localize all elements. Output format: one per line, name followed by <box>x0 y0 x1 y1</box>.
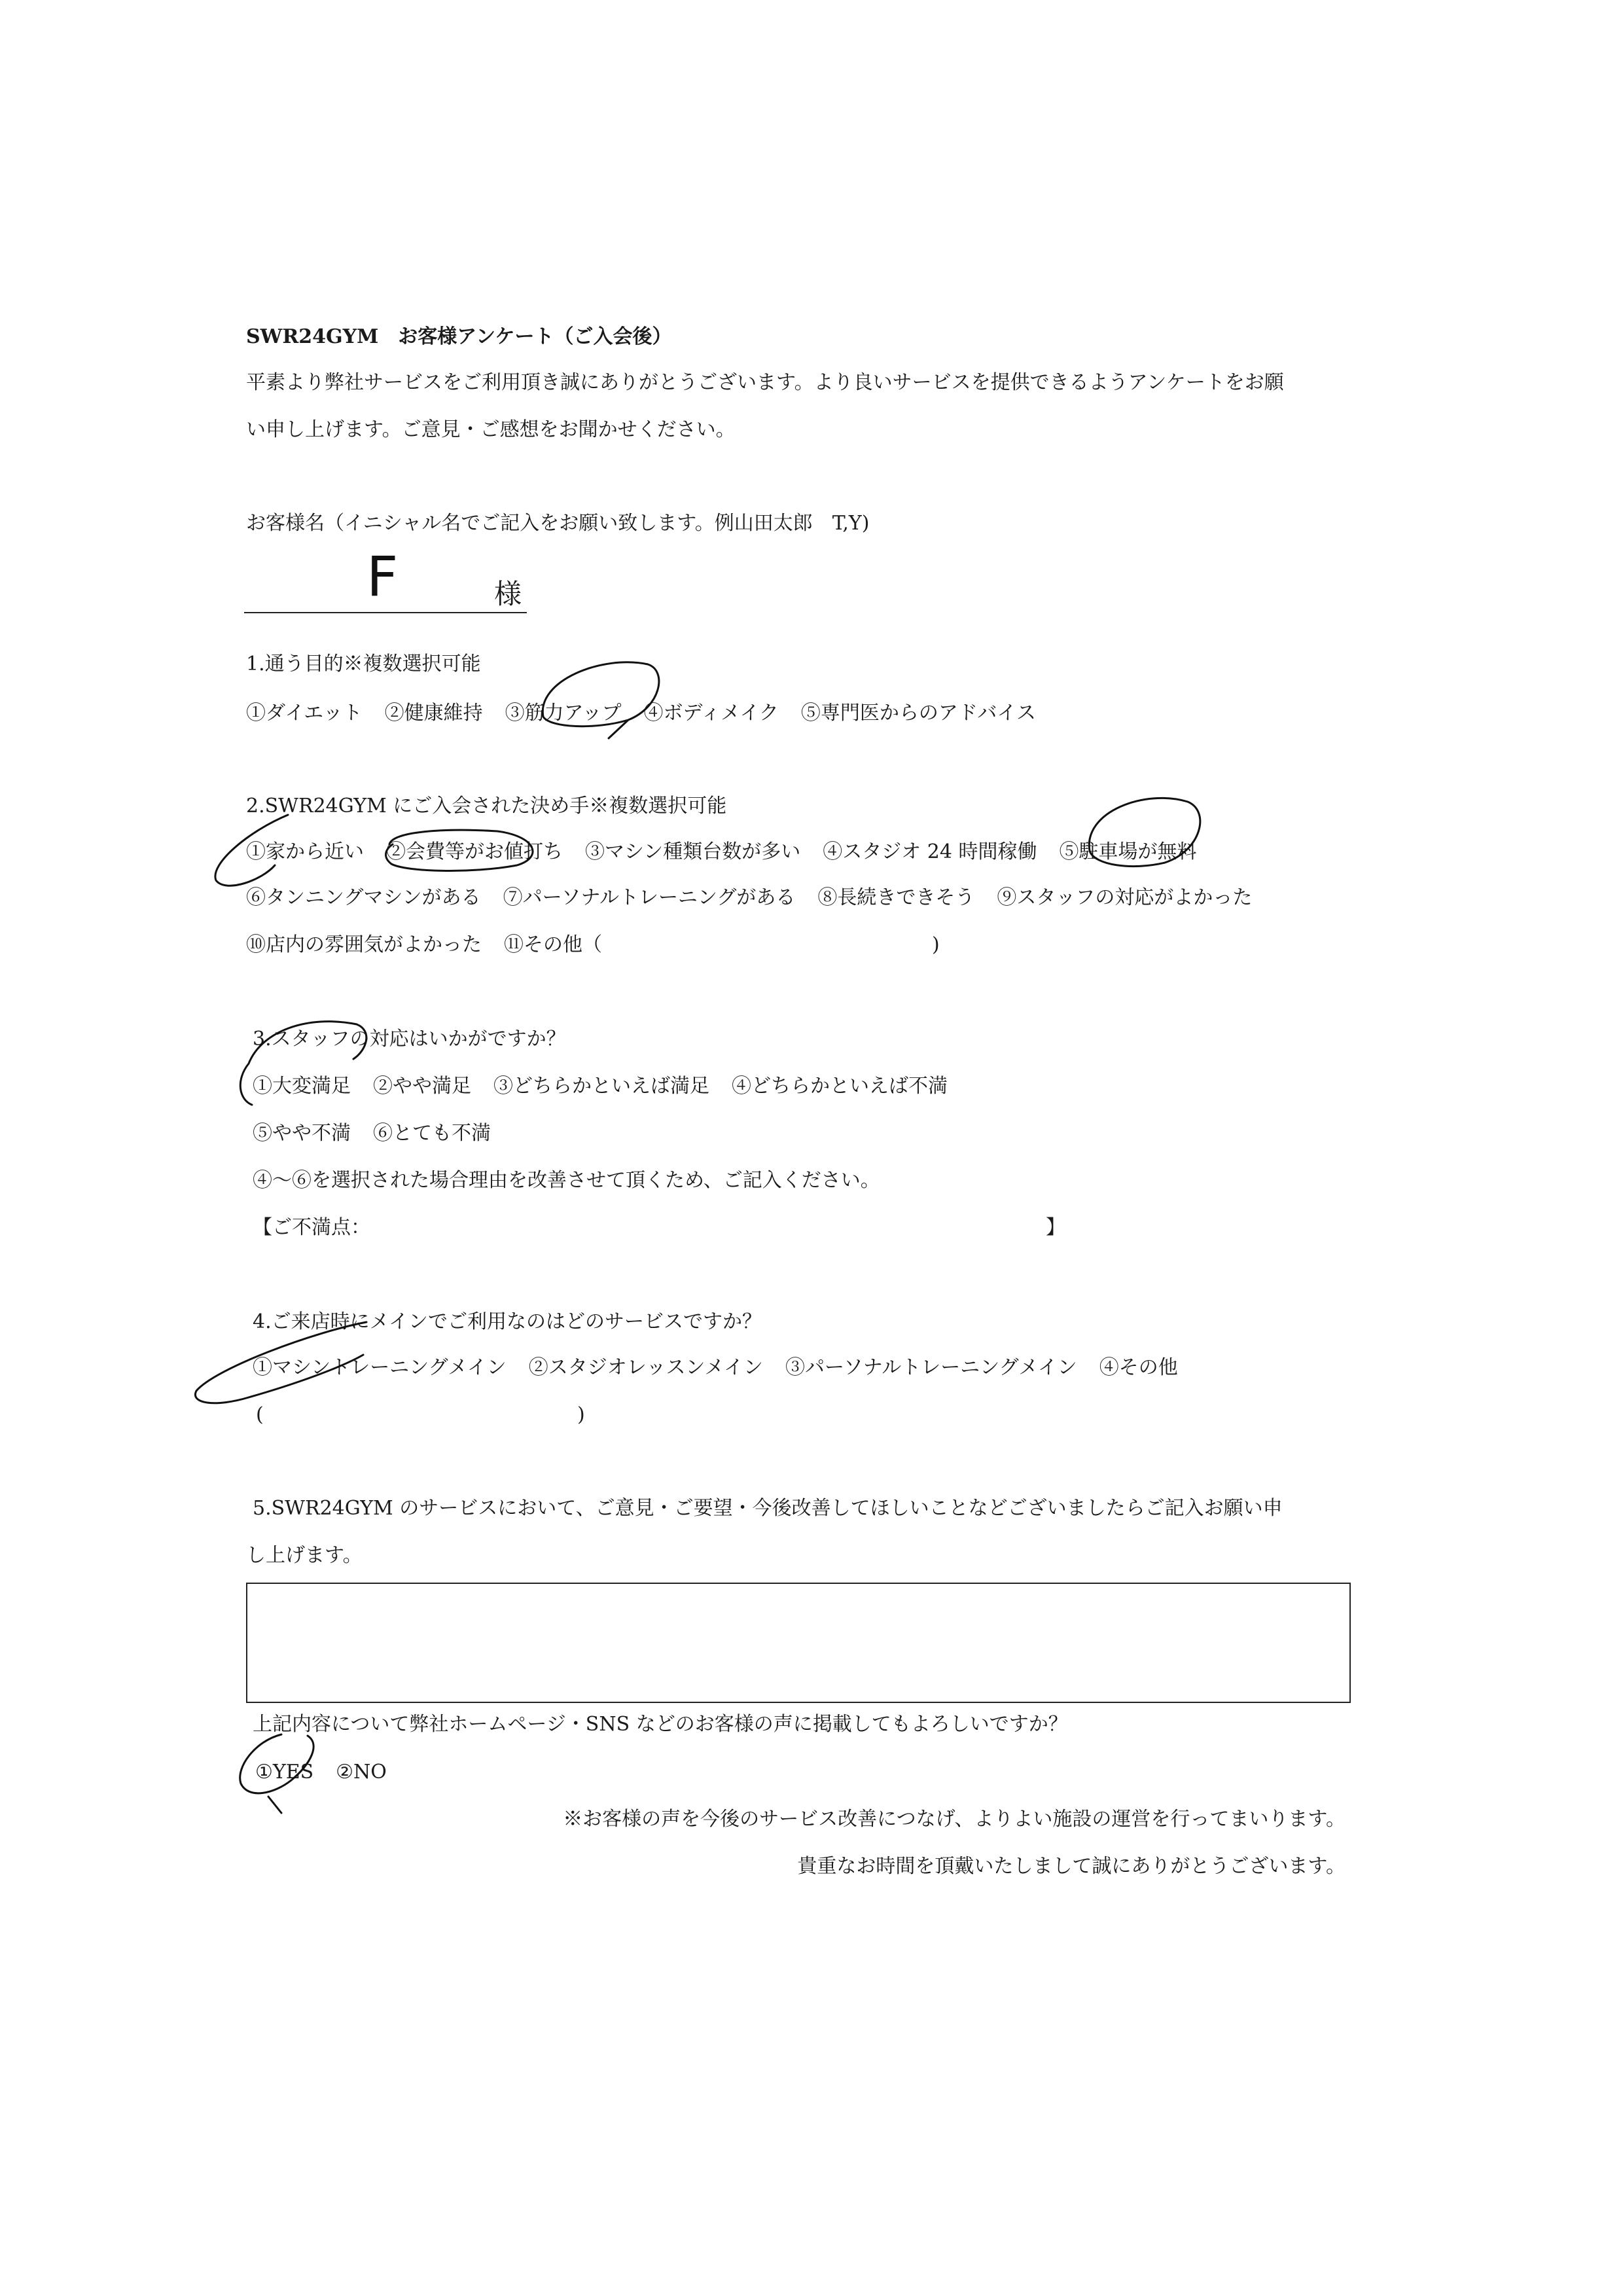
name-underline <box>244 612 527 613</box>
q4-option-3[interactable]: ③パーソナルトレーニングメイン <box>785 1356 1077 1379</box>
q3-reason-prompt: ④～⑥を選択された場合理由を改善させて頂くため、ご記入ください。 <box>253 1169 880 1192</box>
q1-question: 1.通う目的※複数選択可能 <box>246 653 481 675</box>
consent-question: 上記内容について弊社ホームページ・SNS などのお客様の声に掲載してもよろしいですか？ <box>253 1713 1068 1736</box>
q1-option-4[interactable]: ④ボディメイク <box>643 702 779 725</box>
q2-question: 2.SWR24GYM にご入会された決め手※複数選択可能 <box>246 795 727 817</box>
q3-option-4[interactable]: ④どちらかといえば不満 <box>732 1075 948 1098</box>
q2-option-1[interactable]: ①家から近い <box>246 840 364 863</box>
q3-option-2[interactable]: ②やや満足 <box>373 1075 471 1098</box>
q2-option-3[interactable]: ③マシン種類台数が多い <box>585 840 801 863</box>
q1-option-3[interactable]: ③筋力アップ <box>505 702 622 725</box>
q3-option-3[interactable]: ③どちらかといえば満足 <box>493 1075 709 1098</box>
q3-dissatisfaction-close: 】 <box>1046 1216 1065 1239</box>
q2-other-close: ) <box>932 933 940 956</box>
q2-option-6[interactable]: ⑥タンニングマシンがある <box>246 886 481 909</box>
intro-line-2: い申し上げます。ご意見・ご感想をお聞かせください。 <box>246 418 736 441</box>
q2-option-5[interactable]: ⑤駐車場が無料 <box>1059 840 1197 863</box>
consent-no[interactable]: ②NO <box>336 1761 387 1784</box>
q3-option-1[interactable]: ①大変満足 <box>253 1075 351 1098</box>
honorific: 様 <box>494 578 522 610</box>
q5-question-line-2: し上げます。 <box>246 1544 363 1567</box>
q2-option-8[interactable]: ⑧長続きできそう <box>817 886 975 909</box>
q4-other-open: ( <box>256 1403 264 1426</box>
q3-row-2 <box>253 1121 491 1147</box>
q2-option-11[interactable]: ⑪その他（ <box>504 933 602 956</box>
q4-option-1[interactable]: ①マシントレーニングメイン <box>253 1356 507 1379</box>
q2-option-7[interactable]: ⑦パーソナルトレーニングがある <box>503 886 796 909</box>
q3-dissatisfaction-label[interactable]: 【ご不満点： <box>253 1216 370 1239</box>
q3-question: 3.スタッフの対応はいかがですか？ <box>253 1028 566 1050</box>
q2-option-2[interactable]: ②会費等がお値打ち <box>386 840 563 863</box>
consent-options <box>255 1759 387 1785</box>
q2-row-3 <box>246 932 602 958</box>
consent-yes[interactable]: ①YES <box>255 1761 314 1784</box>
q4-question: 4.ご来店時にメインでご利用なのはどのサービスですか？ <box>253 1310 762 1333</box>
name-label: お客様名（イニシャル名でご記入をお願い致します。例山田太郎 T,Y) <box>246 512 870 535</box>
q1-option-1[interactable]: ①ダイエット <box>246 702 363 725</box>
q3-option-5[interactable]: ⑤やや不満 <box>253 1122 351 1145</box>
q4-options <box>253 1355 1178 1381</box>
survey-title: SWR24GYM お客様アンケート（ご入会後） <box>246 325 672 348</box>
q2-option-9[interactable]: ⑨スタッフの対応がよかった <box>997 886 1253 909</box>
q5-comment-box[interactable] <box>246 1583 1351 1703</box>
q2-row-1 <box>246 839 1197 865</box>
q4-option-4[interactable]: ④その他 <box>1099 1356 1178 1379</box>
q1-option-5[interactable]: ⑤専門医からのアドバイス <box>800 702 1037 725</box>
name-handwritten-value[interactable]: F <box>366 545 399 609</box>
q4-other-close: ) <box>577 1403 585 1426</box>
intro-line-1: 平素より弊社サービスをご利用頂き誠にありがとうございます。より良いサービスを提供できるようアンケートをお願 <box>246 371 1284 394</box>
q2-row-2 <box>246 885 1252 911</box>
q5-question-line-1: 5.SWR24GYM のサービスにおいて、ご意見・ご要望・今後改善してほしいことなどございましたらご記入お願い申 <box>253 1497 1283 1520</box>
q2-option-10[interactable]: ⑩店内の雰囲気がよかった <box>246 933 482 956</box>
q3-row-1 <box>253 1073 948 1100</box>
footer-line-2: 貴重なお時間を頂戴いたしまして誠にありがとうございます。 <box>797 1855 1346 1878</box>
q4-option-2[interactable]: ②スタジオレッスンメイン <box>528 1356 763 1379</box>
q3-option-6[interactable]: ⑥とても不満 <box>373 1122 491 1145</box>
q2-option-4[interactable]: ④スタジオ 24 時間稼働 <box>823 840 1037 863</box>
q1-options <box>246 700 1036 726</box>
footer-line-1: ※お客様の声を今後のサービス改善につなげ、よりよい施設の運営を行ってまいります。 <box>563 1808 1346 1831</box>
q1-option-2[interactable]: ②健康維持 <box>384 702 483 725</box>
